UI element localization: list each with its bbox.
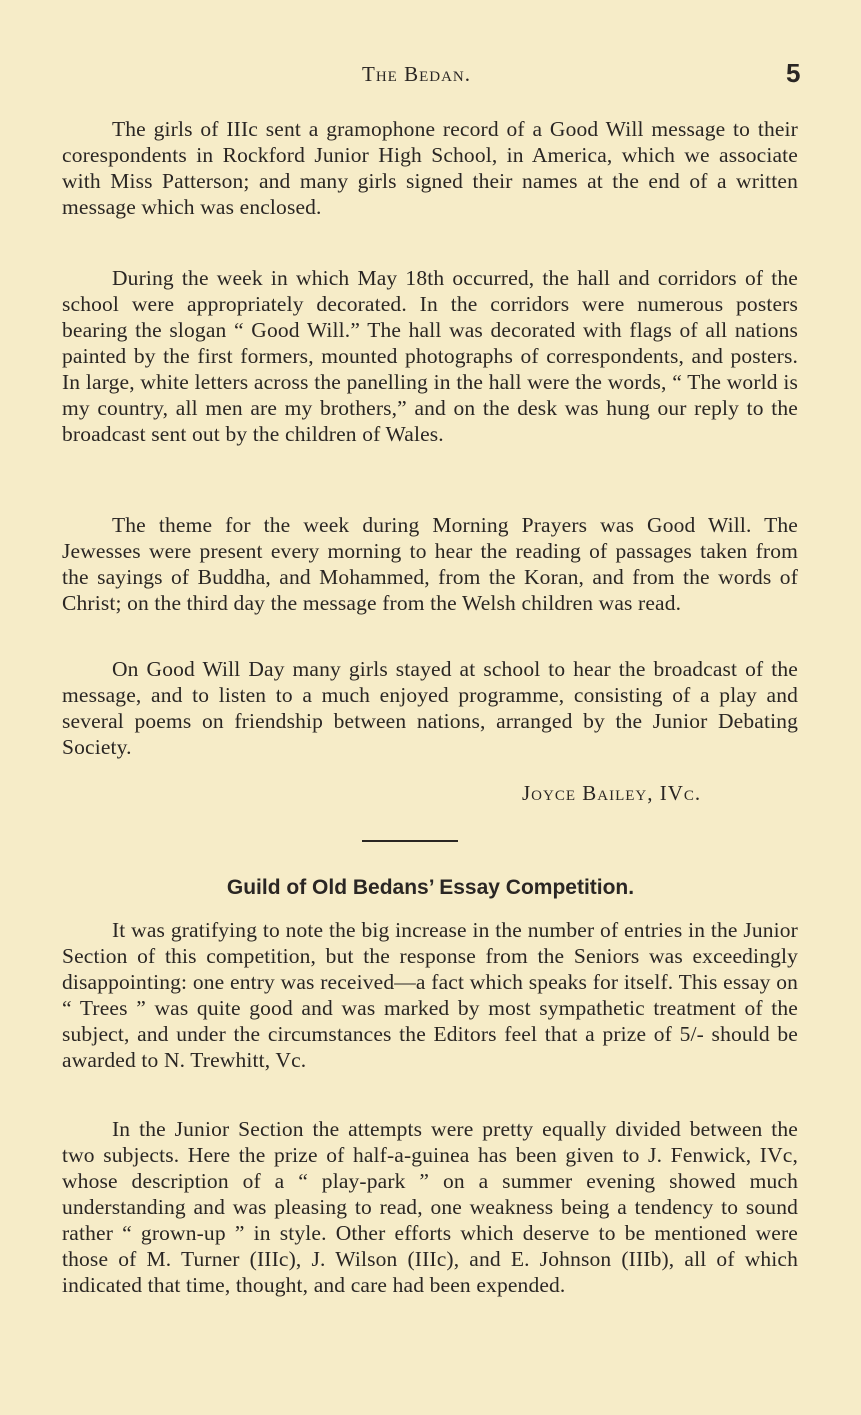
paragraph-morning-prayers	[62, 512, 798, 616]
section-divider	[362, 840, 458, 842]
paragraph-senior-section	[62, 917, 798, 1073]
body-paragraph: In the Junior Section the attempts were pretty equally divided between the two subjects. Here the prize of half-a-guinea has been given to J. Fenwick, IVc, whose description of a “ play-park ” on a summer evening showed much understanding and was pleasing to read, one weakness being a tendency to sound rather “ grown-up ” in style. Other efforts which deserve to be mentioned were those of M. Turner (IIIc), J. Wilson (IIIc), and E. Johnson (IIIb), all of which indicated that time, thought, and care had been expended.	[62, 1117, 798, 1297]
body-paragraph: During the week in which May 18th occurred, the hall and corridors of the school were appropriately decorated. In the corridors were numerous posters bearing the slogan “ Good Will.” The hall was decorated with flags of all nations painted by the first formers, mounted photographs of correspondents, and posters. In large, white letters across the panelling in the hall were the words, “ The world is my country, all men are my brothers,” and on the desk was hung our reply to the broadcast sent out by the children of Wales.	[62, 266, 798, 446]
body-paragraph: The theme for the week during Morning Prayers was Good Will. The Jewesses were present every morning to hear the reading of passages taken from the sayings of Buddha, and Mohammed, from the Koran, and from the words of Christ; on the third day the message from the Welsh children was read.	[62, 513, 798, 615]
body-paragraph: It was gratifying to note the big increase in the number of entries in the Junior Section of this competition, but the response from the Seniors was exceedingly disappointing: one entry was received—a fact which speaks for itself. This essay on “ Trees ” was quite good and was marked by most sympathetic treatment of the subject, and under the circumstances the Editors feel that a prize of 5/- should be awarded to N. Trewhitt, Vc.	[62, 918, 798, 1072]
section-heading: Guild of Old Bedans’ Essay Competition.	[226, 876, 635, 899]
running-head	[0, 58, 861, 92]
author-signature: Joyce Bailey, IVc.	[522, 781, 702, 805]
body-paragraph: On Good Will Day many girls stayed at school to hear the broadcast of the message, and to listen to a much enjoyed programme, consisting of a play and several poems on friendship between nations, arranged by the Junior Debating Society.	[62, 657, 798, 759]
paragraph-good-will-record	[62, 116, 798, 220]
page-number: 5	[786, 58, 801, 88]
body-paragraph: The girls of IIIc sent a gramophone record of a Good Will message to their corespondents in Rockford Junior High School, in America, which we associate with Miss Patterson; and many girls signed their names at the end of a written message which was enclosed.	[62, 117, 798, 219]
paragraph-junior-section	[62, 1116, 798, 1298]
running-title: The Bedan.	[362, 62, 471, 86]
paragraph-good-will-day	[62, 656, 798, 760]
paragraph-decorations	[62, 265, 798, 447]
